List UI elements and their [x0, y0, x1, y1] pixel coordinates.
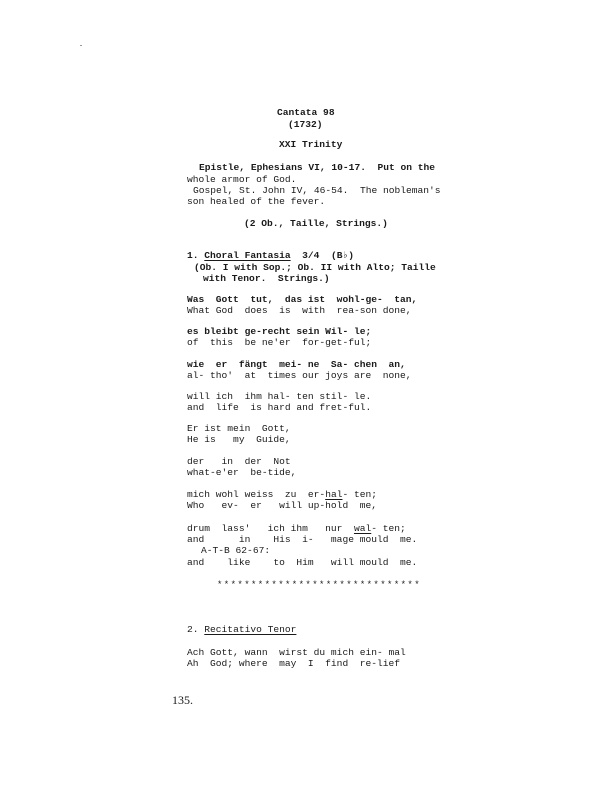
lyric-line: es bleibt ge-recht sein Wil- le; — [187, 326, 372, 337]
voice-parts-note: A-T-B 62-67: — [201, 545, 271, 556]
section-separator: ****************************** — [217, 580, 422, 590]
lyric-fragment: drum lass' ich ihm nur — [187, 523, 354, 534]
lyric-fragment: - ten; — [342, 489, 378, 500]
lyric-fragment: - ten; — [371, 523, 406, 534]
epistle-line-1: Epistle, Ephesians VI, 10-17. Put on the — [199, 162, 436, 173]
occasion: XXI Trinity — [279, 139, 343, 150]
lyric-line: der in der Not — [187, 456, 291, 467]
movement-1-meter: 3/4 (B♭) — [290, 250, 354, 261]
lyric-line: what-e'er be-tide, — [187, 467, 297, 478]
gospel-line-2: son healed of the fever. — [187, 196, 326, 207]
movement-1-scoring-note-1: (Ob. I with Sop.; Ob. II with Alto; Taille — [194, 262, 436, 273]
page-number: 135. — [172, 693, 193, 707]
lyric-line: of this be ne'er for-get-ful; — [187, 337, 372, 348]
lyric-line: What God does is with rea-son done, — [187, 305, 412, 316]
lyric-line: will ich ihm hal- ten stil- le. — [187, 391, 372, 402]
lyric-underlined-syllable: hal — [325, 489, 343, 500]
lyric-fragment: mich wohl weiss zu er- — [187, 489, 326, 500]
cantata-title: Cantata 98 — [277, 107, 335, 118]
lyric-line: Was Gott tut, das ist wohl-ge- tan, — [187, 294, 418, 305]
movement-2-heading — [187, 624, 296, 636]
movement-1-heading — [187, 250, 354, 262]
movement-2-title: Recitativo Tenor — [204, 624, 297, 635]
movement-1-scoring-note-2: with Tenor. Strings.) — [203, 273, 330, 284]
gospel-line-1: Gospel, St. John IV, 46-54. The nobleman's — [193, 185, 441, 196]
lyric-line: Who ev- er will up-hold me, — [187, 500, 377, 511]
scoring: (2 Ob., Taille, Strings.) — [244, 218, 388, 229]
lyric-line: and life is hard and fret-ful. — [187, 402, 372, 413]
lyric-line: He is my Guide, — [187, 434, 291, 445]
movement-1-title: Choral Fantasia — [204, 250, 291, 261]
lyric-line: Ach Gott, wann wirst du mich ein- mal — [187, 647, 406, 658]
lyric-line: Ah God; where may I find re-lief — [187, 658, 401, 669]
lyric-underlined-syllable: wal — [353, 523, 372, 534]
paper-speck — [80, 45, 82, 46]
movement-1-number: 1. — [187, 250, 205, 261]
lyric-line: al- tho' at times our joys are none, — [187, 370, 412, 381]
lyric-line: Er ist mein Gott, — [187, 423, 291, 434]
cantata-year: (1732) — [288, 119, 323, 130]
movement-2-number: 2. — [187, 624, 205, 635]
epistle-line-2: whole armor of God. — [187, 174, 297, 185]
lyric-line: wie er fängt mei- ne Sa- chen an, — [187, 359, 406, 370]
lyric-line: and in His i- mage mould me. — [187, 534, 418, 545]
lyric-line: and like to Him will mould me. — [187, 557, 418, 568]
